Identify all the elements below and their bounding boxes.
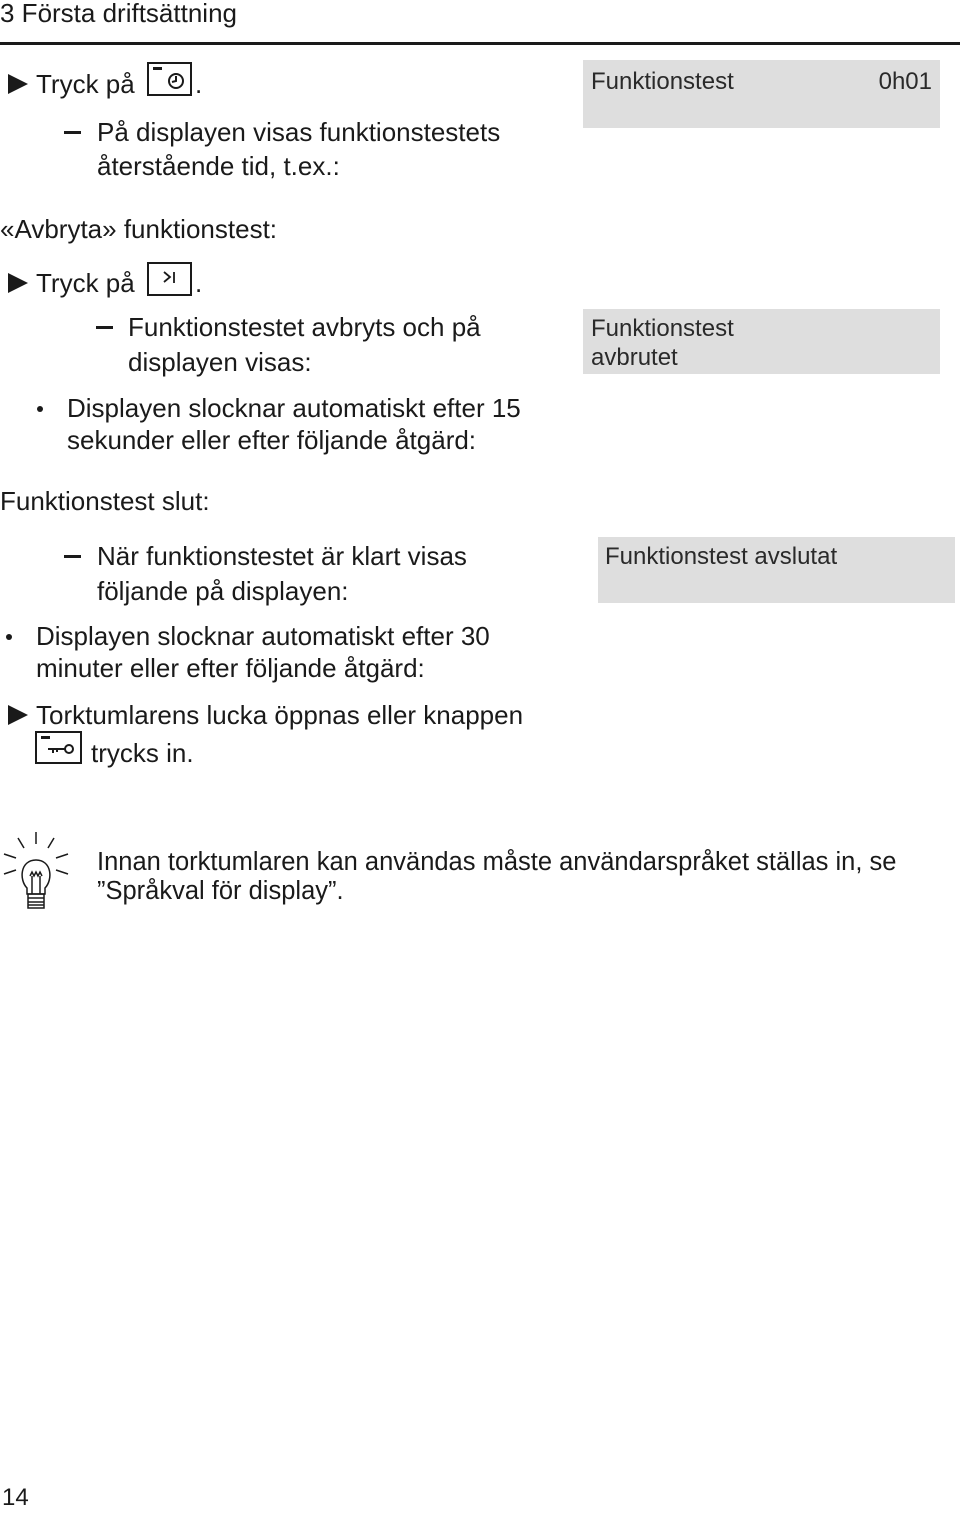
end-result-line2: följande på displayen: xyxy=(97,576,349,606)
result-dash-icon xyxy=(64,555,81,558)
step1-suffix: . xyxy=(195,69,203,99)
end-note-line2: minuter eller efter följande åtgärd: xyxy=(36,653,425,683)
end-action-line1: Torktumlarens lucka öppnas eller knappen xyxy=(36,700,524,730)
end-note-line1: Displayen slocknar automatiskt efter 30 xyxy=(36,621,490,651)
step1-action-text: Tryck på xyxy=(36,69,135,99)
display-aborted xyxy=(583,309,940,374)
display-countdown-label: Funktionstest xyxy=(591,68,734,95)
display-completed xyxy=(598,537,955,603)
bullet-icon xyxy=(6,634,12,640)
display-completed-text: Funktionstest avslutat xyxy=(605,543,838,570)
display-aborted-line2: avbrutet xyxy=(591,344,678,371)
abort-heading: «Avbryta» funktionstest: xyxy=(0,214,278,244)
abort-note-line1: Displayen slocknar automatiskt efter 15 xyxy=(67,393,521,423)
abort-note-line2: sekunder eller efter följande åtgärd: xyxy=(67,425,477,455)
bullet-icon xyxy=(37,406,43,412)
abort-action-text: Tryck på xyxy=(36,268,135,298)
end-action-line2: trycks in. xyxy=(91,738,194,768)
door-key-button[interactable] xyxy=(35,731,82,764)
abort-suffix: . xyxy=(195,268,203,298)
start-stop-key-button[interactable] xyxy=(147,262,192,296)
lightbulb-icon xyxy=(2,830,74,914)
abort-result-line2: displayen visas: xyxy=(128,347,312,377)
key-icon xyxy=(47,742,75,756)
display-countdown-value: 0h01 xyxy=(878,68,932,95)
step-arrow-icon xyxy=(8,273,28,293)
play-pause-icon xyxy=(161,270,181,288)
abort-result-line1: Funktionstestet avbryts och på xyxy=(128,312,481,342)
display-aborted-line1: Funktionstest xyxy=(591,315,734,342)
result-dash-icon xyxy=(64,131,81,134)
result-dash-icon xyxy=(96,326,113,329)
display-countdown xyxy=(583,60,940,128)
page-number: 14 xyxy=(2,1484,29,1511)
tip-line2: ”Språkval för display”. xyxy=(97,877,344,905)
clock-icon xyxy=(166,71,186,91)
end-result-line1: När funktionstestet är klart visas xyxy=(97,541,467,571)
step1-result-line2: återstående tid, t.ex.: xyxy=(97,151,340,181)
page-header-title: 3 Första driftsättning xyxy=(0,0,237,28)
tip-line1: Innan torktumlaren kan användas måste användarspråket ställas in, se xyxy=(97,848,897,876)
step-arrow-icon xyxy=(8,705,28,725)
header-rule xyxy=(0,42,960,45)
end-heading: Funktionstest slut: xyxy=(0,486,210,516)
step1-result-line1: På displayen visas funktionstestets xyxy=(97,117,501,147)
step-arrow-icon xyxy=(8,74,28,94)
timer-key-button[interactable] xyxy=(147,62,192,96)
